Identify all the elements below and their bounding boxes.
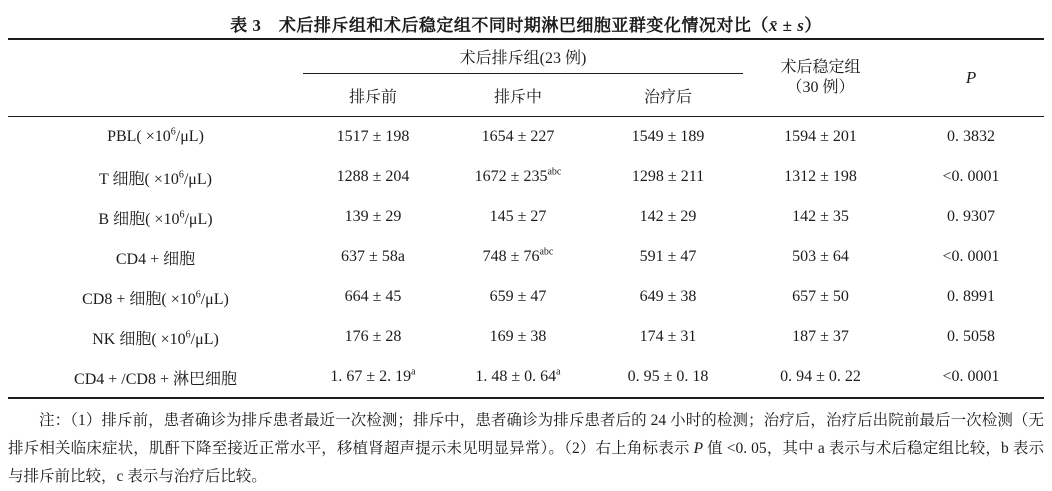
stable-group-header-line1: 术后稳定组 [780,59,861,76]
table-body [8,117,1044,399]
cell-value: 1312 ± 198 [784,168,857,185]
cell-value: 0. 3832 [947,128,996,145]
row-label: CD4 + 细胞 [115,250,196,268]
cell-value: 657 ± 50 [792,288,849,305]
cell-value: <0. 0001 [942,168,1000,185]
cell-value: 1. 67 ± 2. 19$^a$ [330,366,416,385]
cell-value: 0. 95 ± 0. 18 [627,368,709,385]
row-label: T 细胞( $\times 10^6/\mu L$) [99,169,212,188]
cell-value: $1672 \pm 235^{abc}$ [474,166,562,185]
cell-value: 139 ± 29 [344,208,402,225]
subheader-during-rejection: 排斥中 [443,74,593,117]
cell-value: 142 ± 35 [792,208,849,225]
cell-value: 0. 8991 [947,288,996,305]
cell-value: 1298 ± 211 [631,168,705,185]
row-label: CD4 + /CD8 + 淋巴细胞 [74,370,237,388]
cell-value: 1517 ± 198 [336,128,410,145]
stable-group-header [743,39,898,117]
cell-value: 169 ± 38 [489,328,547,345]
table-row [8,317,1044,357]
table-title [0,0,1052,38]
cell-value: 1. 48 ± 0. 64$^a$ [475,366,561,385]
row-label: B 细胞( $\times 10^6/\mu L$) [98,209,213,228]
cell-value: 0. 5058 [947,328,996,345]
row-label-header-empty [8,39,303,117]
table-row [8,117,1044,158]
cell-value: 637 ± 58a [341,248,405,265]
cell-value: 142 ± 29 [639,208,697,225]
row-label: CD8 + 细胞( $\times 10^6/\mu L$) [82,289,229,308]
stable-group-header-line2: （30 例） [786,79,855,96]
footnote-p-symbol: P [693,440,704,457]
p-value-header: P [898,39,1044,117]
cell-value: 664 ± 45 [344,288,402,305]
cell-value: 1654 ± 227 [481,128,555,145]
cell-value: 591 ± 47 [639,248,697,265]
cell-value: 187 ± 37 [792,328,849,345]
table-title-stat: x̄ ± s [768,16,805,35]
cell-value: 1288 ± 204 [336,168,410,185]
footnote-text-1: 注：（1）排斥前，患者确诊为排斥患者最近一次检测；排斥中，患者确诊为排斥患者后的 24 小时的检测；治疗后，治疗后出院前最后一次检测（无排斥相关临床症状，肌酐下降至接近正常水平，移植肾超声提示未见明显异常）。（2）右上角标表示 [8,412,1044,457]
cell-value: 1594 ± 201 [784,128,857,145]
table-title-text: 表 3 术后排斥组和术后稳定组不同时期淋巴细胞亚群变化情况对比（ [230,16,769,35]
cell-value: 0. 94 ± 0. 22 [780,368,861,385]
cell-value: $748 \pm 76^{abc}$ [482,246,554,265]
row-label: NK 细胞( $\times 10^6/\mu L$) [92,329,219,348]
subheader-pre-rejection: 排斥前 [303,74,443,117]
cell-value: 503 ± 64 [792,248,849,265]
cell-value: <0. 0001 [942,248,1000,265]
data-table [8,38,1044,399]
subheader-post-treatment: 治疗后 [593,74,743,117]
cell-value: 649 ± 38 [639,288,697,305]
table-row [8,357,1044,398]
table-row [8,197,1044,237]
rejection-group-header: 术后排斥组(23 例) [303,39,743,74]
header-group-row [8,39,1044,74]
table-row [8,277,1044,317]
table-row [8,157,1044,197]
row-label: $PBL( \times 10^6/\mu L)$ [107,126,204,145]
cell-value: 659 ± 47 [489,288,547,305]
cell-value: 1549 ± 189 [631,128,705,145]
cell-value: 145 ± 27 [489,208,547,225]
cell-value: <0. 0001 [942,368,1000,385]
footnote-text-2: 值 <0. 05，其中 a 表示与术后稳定组比较，b 表示与排斥前比较，c 表示与治疗后比较。 [8,440,1044,485]
cell-value: 174 ± 31 [639,328,697,345]
table-footnote [8,407,1044,491]
cell-value: 176 ± 28 [344,328,402,345]
table-row [8,237,1044,277]
cell-value: 0. 9307 [947,208,996,225]
table-title-close: ） [804,16,822,35]
